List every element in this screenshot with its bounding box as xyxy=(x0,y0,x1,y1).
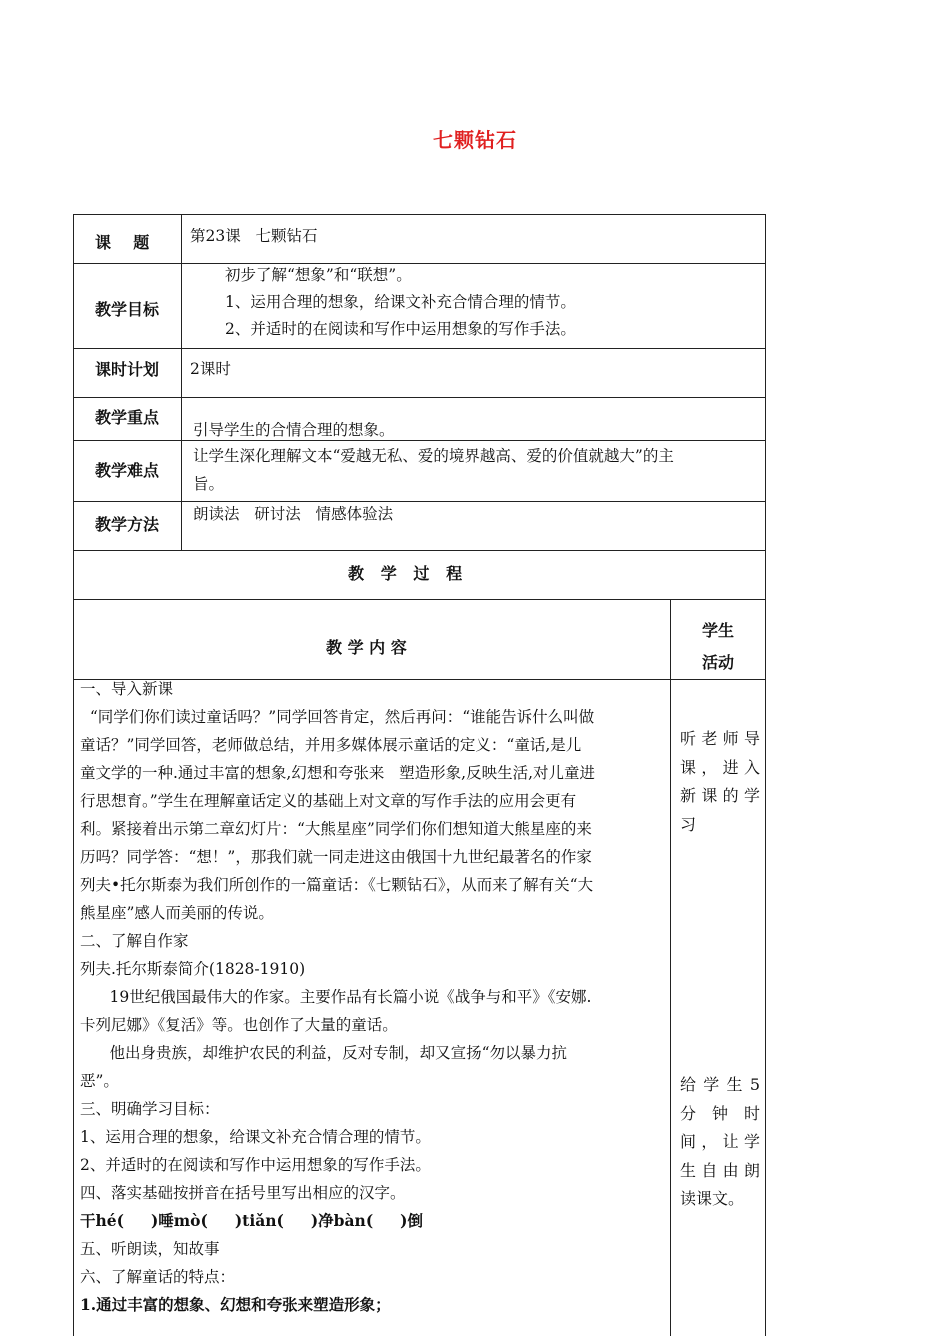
label-column-divider xyxy=(181,214,182,550)
activity-header: 学生 xyxy=(702,621,735,640)
row-label: 教学目标 xyxy=(95,300,160,319)
goal-line: 2、并适时的在阅读和写作中运用想象的写作手法。 xyxy=(225,320,576,338)
content-line: 二、了解自作家 xyxy=(80,932,189,950)
row-label: 教学重点 xyxy=(95,408,160,427)
content-line: 干hé( )唾mò( )tiǎn( )净bàn( )倒 xyxy=(80,1211,423,1230)
content-line: 五、听朗读，知故事 xyxy=(80,1240,220,1258)
content-line: 1、运用合理的想象，给课文补充合情合理的情节。 xyxy=(80,1128,431,1146)
methods-value: 朗读法 研讨法 情感体验法 xyxy=(193,505,394,523)
activity-note: 听老师导 课，进入 新课的学 习 xyxy=(680,729,760,834)
row-divider xyxy=(73,501,766,502)
content-line: 19世纪俄国最伟大的作家。主要作品有长篇小说《战争与和平》《安娜. xyxy=(80,988,592,1006)
process-header: 教 学 过 程 xyxy=(348,564,463,583)
key-point: 引导学生的合情合理的想象。 xyxy=(193,421,395,439)
lesson-title: 第23课 七颗钻石 xyxy=(190,227,318,245)
row-label: 课 题 xyxy=(95,233,150,252)
table-border-top xyxy=(73,214,766,215)
content-line: “同学们你们读过童话吗？”同学回答肯定，然后再问：“谁能告诉什么叫做 xyxy=(80,708,595,726)
content-line: 历吗？同学答：“想！”，那我们就一同走进这由俄国十九世纪最著名的作家 xyxy=(80,848,592,866)
row-label: 教学难点 xyxy=(95,461,160,480)
activity-header: 活动 xyxy=(702,653,735,672)
content-header: 教 学 内 容 xyxy=(326,638,407,657)
content-line: 熊星座”感人而美丽的传说。 xyxy=(80,904,274,922)
row-divider xyxy=(73,263,766,264)
content-line: 三、明确学习目标： xyxy=(80,1100,220,1118)
row-divider xyxy=(73,599,766,600)
difficulty-line: 旨。 xyxy=(193,475,225,493)
content-line: 列夫•托尔斯泰为我们所创作的一篇童话：《七颗钻石》，从而来了解有关“大 xyxy=(80,876,594,894)
content-line: 1.通过丰富的想象、幻想和夸张来塑造形象； xyxy=(80,1295,391,1314)
table-border-right xyxy=(765,214,766,1336)
row-label: 教学方法 xyxy=(95,515,160,534)
teaching-content xyxy=(80,675,665,1319)
row-divider xyxy=(73,440,766,441)
content-line: 一、导入新课 xyxy=(80,680,174,698)
row-label: 课时计划 xyxy=(95,360,160,379)
content-line: 童文学的一种.通过丰富的想象,幻想和夸张来 塑造形象,反映生活,对儿童进 xyxy=(80,764,595,782)
content-line: 四、落实基础按拼音在括号里写出相应的汉字。 xyxy=(80,1184,406,1202)
activity-note: 给学生5 分钟时 间，让学 生自由朗 读课文。 xyxy=(680,1075,760,1208)
goal-line: 1、运用合理的想象，给课文补充合情合理的情节。 xyxy=(225,293,576,311)
table-border-left xyxy=(73,214,74,1336)
document-title: 七颗钻石 xyxy=(433,128,517,152)
difficulty-line: 让学生深化理解文本“爱越无私、爱的境界越高、爱的价值就越大”的主 xyxy=(193,447,674,465)
content-line: 行思想育。”学生在理解童话定义的基础上对文章的写作手法的应用会更有 xyxy=(80,792,577,810)
content-line: 童话？”同学回答，老师做总结，并用多媒体展示童话的定义：“童话,是儿 xyxy=(80,736,582,754)
content-line: 卡列尼娜》《复活》等。也创作了大量的童话。 xyxy=(80,1016,398,1034)
content-line: 2、并适时的在阅读和写作中运用想象的写作手法。 xyxy=(80,1156,431,1174)
row-divider xyxy=(73,397,766,398)
content-line: 六、了解童话的特点： xyxy=(80,1268,236,1286)
row-divider xyxy=(73,550,766,551)
activity-column-divider xyxy=(670,599,671,1336)
goal-line: 初步了解“想象”和“联想”。 xyxy=(225,266,412,284)
content-line: 恶”。 xyxy=(80,1072,119,1090)
content-line: 列夫.托尔斯泰简介(1828-1910) xyxy=(80,960,306,978)
content-line: 他出身贵族，却维护农民的利益，反对专制，却又宣扬“勿以暴力抗 xyxy=(80,1044,567,1062)
content-line: 利。紧接着出示第二章幻灯片：“大熊星座”同学们你们想知道大熊星座的来 xyxy=(80,820,592,838)
row-divider xyxy=(73,348,766,349)
hours-value: 2课时 xyxy=(190,360,231,378)
